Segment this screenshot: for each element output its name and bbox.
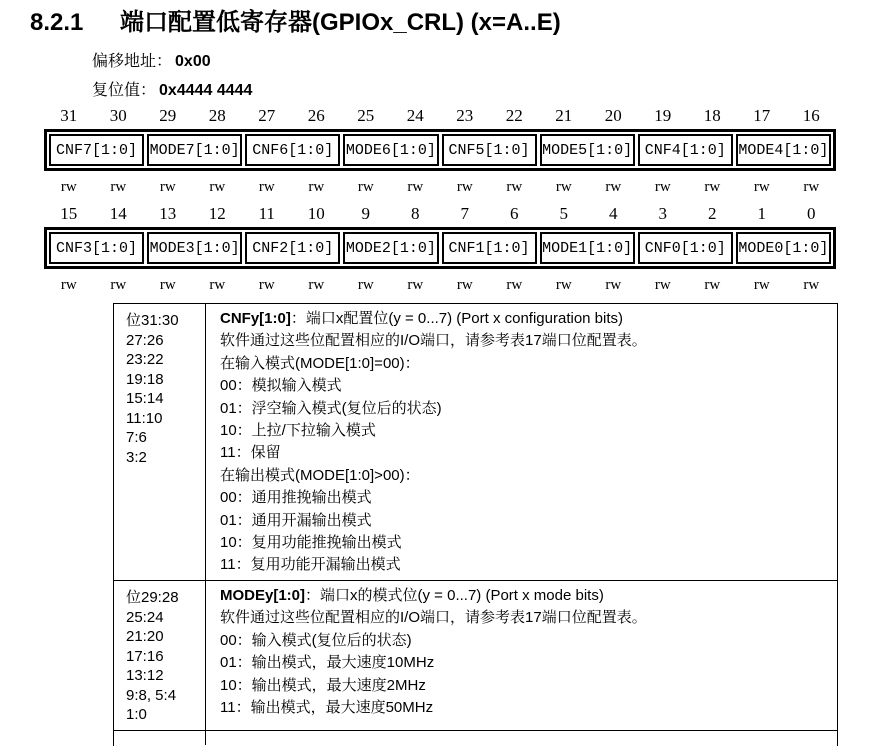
field-bits-cell [114, 731, 206, 745]
register-field-cell: CNF0[1:0] [638, 232, 733, 264]
bit-numbers-row [44, 204, 836, 224]
register-field-cell: CNF4[1:0] [638, 134, 733, 166]
offset-address-label: 偏移地址： [92, 53, 173, 70]
field-description-line: 在输出模式(MODE[1:0]>00)： [220, 466, 420, 484]
access-type: rw [159, 179, 176, 195]
access-type: rw [654, 179, 671, 195]
register-field-cell: MODE5[1:0] [540, 134, 635, 166]
register-fields-row [44, 227, 836, 269]
access-type: rw [456, 277, 473, 293]
register-field-cell: CNF7[1:0] [49, 134, 144, 166]
access-type: rw [803, 179, 820, 195]
bit-range: 27:26 [126, 331, 164, 349]
field-title-suffix: ：端口x的模式位(y = 0...7) (Port x mode bits) [305, 587, 604, 604]
field-description-line: 软件通过这些位配置相应的I/O端口，请参考表17端口位配置表。 [220, 609, 647, 627]
register-field-cell: CNF6[1:0] [245, 134, 340, 166]
access-type: rw [308, 179, 325, 195]
register-field-cell: MODE6[1:0] [343, 134, 438, 166]
register-row-group [44, 106, 836, 196]
bit-number: 16 [802, 106, 820, 125]
field-description-line: 00：通用推挽输出模式 [220, 489, 372, 507]
access-type: rw [159, 277, 176, 293]
bit-number: 3 [658, 204, 667, 223]
bit-number: 24 [406, 106, 424, 125]
bit-number: 13 [159, 204, 177, 223]
bit-range: 23:22 [126, 351, 164, 368]
field-description-line: 10：输出模式，最大速度2MHz [220, 676, 426, 694]
bit-range: 21:20 [126, 628, 164, 645]
field-description-row [114, 304, 837, 581]
bit-number: 27 [258, 106, 276, 125]
access-type: rw [209, 277, 226, 293]
access-row [44, 276, 836, 294]
field-description-line: 11：保留 [220, 444, 281, 462]
access-type: rw [753, 179, 770, 195]
field-title-line [220, 308, 827, 330]
reset-value-line [92, 81, 252, 101]
bit-number: 6 [510, 204, 519, 223]
access-type: rw [407, 277, 424, 293]
field-description-line: 00：输入模式(复位后的状态) [220, 631, 412, 649]
bit-number: 18 [703, 106, 721, 125]
bit-range: 1:0 [126, 706, 147, 723]
bit-range: 位31:30 [126, 312, 179, 329]
field-description-cell [206, 304, 837, 580]
access-type: rw [605, 179, 622, 195]
bit-number: 11 [258, 204, 275, 223]
field-bits-cell [114, 304, 206, 580]
bit-number: 26 [307, 106, 325, 125]
register-field-cell: MODE0[1:0] [736, 232, 831, 264]
register-field-cell: MODE3[1:0] [147, 232, 242, 264]
register-field-cell: MODE1[1:0] [540, 232, 635, 264]
field-description-cell [206, 581, 837, 730]
field-description-line: 01：浮空输入模式(复位后的状态) [220, 399, 442, 417]
field-description-line: 11：复用功能开漏输出模式 [220, 556, 401, 574]
field-bits-cell [114, 581, 206, 730]
bit-number: 12 [208, 204, 226, 223]
register-diagram [44, 106, 836, 302]
access-type: rw [506, 277, 523, 293]
field-description-line: 10：复用功能推挽输出模式 [220, 534, 402, 552]
register-field-cell: MODE4[1:0] [736, 134, 831, 166]
bit-range: 19:18 [126, 370, 164, 388]
field-description-line: 在输入模式(MODE[1:0]=00)： [220, 354, 420, 372]
bit-number: 0 [807, 204, 816, 223]
reset-value-label: 复位值： [92, 82, 157, 99]
field-description-line: 01：输出模式，最大速度10MHz [220, 654, 435, 672]
register-row-group [44, 204, 836, 294]
section-number: 8.2.1 [30, 9, 84, 36]
bit-number: 1 [757, 204, 766, 223]
bit-range: 3:2 [126, 448, 147, 466]
access-type: rw [407, 179, 424, 195]
bit-number: 29 [159, 106, 177, 125]
bit-number: 14 [109, 204, 127, 223]
access-type: rw [753, 277, 770, 293]
bit-number: 10 [307, 204, 325, 223]
bit-range: 11:10 [126, 409, 163, 427]
register-field-cell: MODE7[1:0] [147, 134, 242, 166]
field-description-line: 01：通用开漏输出模式 [220, 511, 372, 529]
bit-number: 21 [555, 106, 573, 125]
field-description-cell [206, 731, 837, 745]
access-type: rw [60, 277, 77, 293]
access-type: rw [60, 179, 77, 195]
bit-range: 25:24 [126, 608, 164, 626]
access-type: rw [357, 179, 374, 195]
access-type: rw [506, 179, 523, 195]
field-description-line: 软件通过这些位配置相应的I/O端口，请参考表17端口位配置表。 [220, 332, 647, 350]
bit-number: 19 [654, 106, 672, 125]
access-type: rw [258, 179, 275, 195]
access-type: rw [704, 179, 721, 195]
bit-range: 9:8, 5:4 [126, 686, 177, 704]
bit-number: 30 [109, 106, 127, 125]
register-field-cell: CNF1[1:0] [442, 232, 537, 264]
bit-number: 15 [60, 204, 78, 223]
field-description-line: 11：输出模式，最大速度50MHz [220, 699, 434, 717]
field-name: MODEy[1:0] [220, 587, 306, 604]
access-type: rw [110, 277, 127, 293]
page-title: 端口配置低寄存器(GPIOx_CRL) (x=A..E) [120, 9, 561, 36]
field-description-line: 10：上拉/下拉输入模式 [220, 422, 376, 440]
access-type: rw [308, 277, 325, 293]
table-continuation-stub [114, 731, 837, 745]
access-type: rw [605, 277, 622, 293]
field-title-suffix: ：端口x配置位(y = 0...7) (Port x configuration bits) [290, 310, 624, 327]
bit-number: 5 [559, 204, 568, 223]
bit-number: 25 [357, 106, 375, 125]
offset-address-value: 0x00 [175, 53, 211, 70]
register-fields-row [44, 129, 836, 171]
register-field-cell: CNF2[1:0] [245, 232, 340, 264]
bit-numbers-row [44, 106, 836, 126]
bit-number: 20 [604, 106, 622, 125]
bit-number: 17 [753, 106, 771, 125]
access-type: rw [803, 277, 820, 293]
access-type: rw [258, 277, 275, 293]
bit-description-table [113, 303, 838, 746]
bit-number: 8 [411, 204, 420, 223]
reset-value: 0x4444 4444 [159, 82, 253, 99]
field-description-row [114, 581, 837, 731]
offset-address-line [92, 52, 211, 72]
bit-range: 位29:28 [126, 589, 179, 606]
bit-number: 23 [456, 106, 474, 125]
bit-range: 7:6 [126, 429, 147, 446]
bit-number: 7 [460, 204, 469, 223]
bit-number: 4 [609, 204, 618, 223]
bit-number: 28 [208, 106, 226, 125]
field-name: CNFy[1:0] [220, 310, 291, 327]
access-type: rw [209, 179, 226, 195]
field-description-line: 00：模拟输入模式 [220, 377, 342, 395]
bit-range: 15:14 [126, 390, 164, 407]
bit-number: 31 [60, 106, 78, 125]
access-type: rw [456, 179, 473, 195]
bit-number: 22 [505, 106, 523, 125]
register-field-cell: CNF3[1:0] [49, 232, 144, 264]
register-field-cell: MODE2[1:0] [343, 232, 438, 264]
section-heading [30, 8, 561, 38]
access-type: rw [654, 277, 671, 293]
access-type: rw [110, 179, 127, 195]
bit-number: 9 [361, 204, 370, 223]
access-type: rw [704, 277, 721, 293]
field-title-line [220, 585, 827, 607]
access-type: rw [555, 179, 572, 195]
register-field-cell: CNF5[1:0] [442, 134, 537, 166]
access-type: rw [357, 277, 374, 293]
access-type: rw [555, 277, 572, 293]
bit-range: 17:16 [126, 647, 164, 665]
bit-range: 13:12 [126, 667, 164, 684]
access-row [44, 178, 836, 196]
bit-number: 2 [708, 204, 717, 223]
